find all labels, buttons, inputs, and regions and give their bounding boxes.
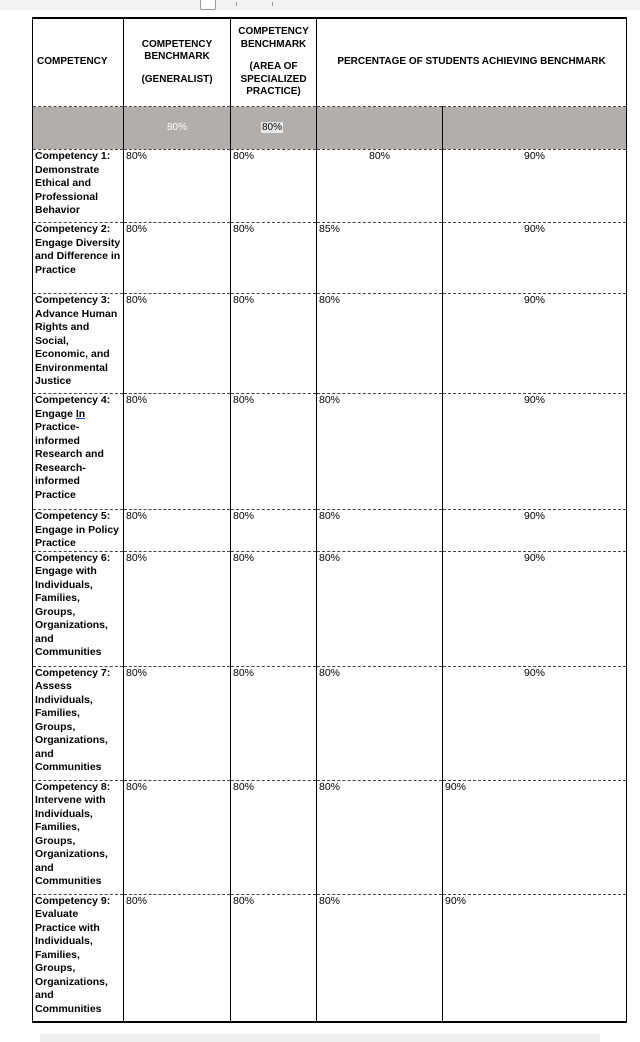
competency-name: Competency 2: Engage Diversity and Difference in Practice: [33, 223, 124, 294]
competency-name: Competency 1: Demonstrate Ethical and Professional Behavior: [33, 150, 124, 223]
table-row: [33, 394, 627, 510]
table-row: [33, 551, 627, 666]
achievement-value: 80%: [317, 294, 443, 394]
achievement-value: 90%: [443, 780, 627, 894]
specialized-benchmark: 80%: [231, 223, 317, 294]
specialized-benchmark: 80%: [231, 294, 317, 394]
generalist-benchmark: 80%: [124, 551, 231, 666]
achievement-value: 90%: [443, 894, 627, 1022]
achievement-value: 90%: [443, 551, 627, 666]
achievement-value: 90%: [443, 294, 627, 394]
table-row: [33, 780, 627, 894]
generalist-benchmark: 80%: [124, 780, 231, 894]
competency-name: Competency 8: Intervene with Individuals, Families, Groups, Organizations, and Communities: [33, 780, 124, 894]
achievement-value: 80%: [317, 894, 443, 1022]
header-generalist-sub: (GENERALIST): [141, 73, 213, 85]
divider: [236, 2, 237, 6]
header-specialized: [231, 18, 317, 107]
header-generalist: [124, 18, 231, 107]
competency-benchmark-table: [32, 17, 627, 1023]
table-row: [33, 510, 627, 552]
page-footer-strip: [40, 1034, 600, 1042]
achievement-value: 90%: [443, 223, 627, 294]
table-row: [33, 150, 627, 223]
header-generalist-title: COMPETENCY BENCHMARK: [141, 38, 213, 63]
table-row: [33, 666, 627, 780]
specialized-benchmark: 80%: [231, 780, 317, 894]
generalist-benchmark: 80%: [124, 150, 231, 223]
generalist-benchmark: 80%: [124, 294, 231, 394]
specialized-benchmark: 80%: [231, 150, 317, 223]
table-row: [33, 223, 627, 294]
checkbox-icon[interactable]: [200, 0, 216, 10]
competency-name: Competency 7: Assess Individuals, Families, Groups, Organizations, and Communities: [33, 666, 124, 780]
summary-row: [33, 107, 627, 150]
generalist-benchmark: 80%: [124, 894, 231, 1022]
summary-specialized: 80%: [262, 122, 283, 134]
specialized-benchmark: 80%: [231, 894, 317, 1022]
achievement-value: 80%: [317, 150, 443, 223]
achievement-value: 85%: [317, 223, 443, 294]
header-specialized-sub: (AREA OF SPECIALIZED PRACTICE): [240, 61, 307, 98]
specialized-benchmark: 80%: [231, 666, 317, 780]
achievement-value: 90%: [443, 394, 627, 510]
summary-specialized-cell: [231, 107, 317, 150]
generalist-benchmark: 80%: [124, 223, 231, 294]
generalist-benchmark: 80%: [124, 666, 231, 780]
competency-name: Competency 3: Advance Human Rights and Social, Economic, and Environmental Justice: [33, 294, 124, 394]
table-row: [33, 294, 627, 394]
header-percentage: PERCENTAGE OF STUDENTS ACHIEVING BENCHMARK: [317, 18, 627, 107]
achievement-value: 90%: [443, 510, 627, 552]
achievement-value: 90%: [443, 150, 627, 223]
competency-name: Competency 9: Evaluate Practice with Individuals, Families, Groups, Organizations, and Communities: [33, 894, 124, 1022]
competency-name: Competency 6: Engage with Individuals, Families, Groups, Organizations, and Communities: [33, 551, 124, 666]
header-specialized-title: COMPETENCY BENCHMARK: [238, 26, 309, 50]
competency-name-link[interactable]: In: [75, 407, 86, 420]
divider: [272, 2, 273, 6]
specialized-benchmark: 80%: [231, 510, 317, 552]
table-row: [33, 894, 627, 1022]
achievement-value: 80%: [317, 780, 443, 894]
generalist-benchmark: 80%: [124, 510, 231, 552]
achievement-value: 80%: [317, 510, 443, 552]
competency-name: Competency 5: Engage in Policy Practice: [33, 510, 124, 552]
competency-name-text: Practice-informed Research and Research-informed Practice: [35, 421, 104, 501]
competency-name-text: Competency 4: Engage: [35, 394, 111, 420]
achievement-value: 80%: [317, 666, 443, 780]
toolbar-strip: [0, 0, 640, 10]
specialized-benchmark: 80%: [231, 394, 317, 510]
generalist-benchmark: 80%: [124, 394, 231, 510]
summary-generalist: 80%: [124, 107, 231, 150]
summary-cell-empty: [33, 107, 124, 150]
specialized-benchmark: 80%: [231, 551, 317, 666]
header-competency: COMPETENCY: [33, 18, 124, 107]
achievement-value: 90%: [443, 666, 627, 780]
achievement-value: 80%: [317, 394, 443, 510]
achievement-value: 80%: [317, 551, 443, 666]
summary-cell-empty: [443, 107, 627, 150]
summary-cell-empty: [317, 107, 443, 150]
table-header-row: [33, 18, 627, 107]
table-body: [33, 150, 627, 1023]
competency-name: [33, 394, 124, 510]
